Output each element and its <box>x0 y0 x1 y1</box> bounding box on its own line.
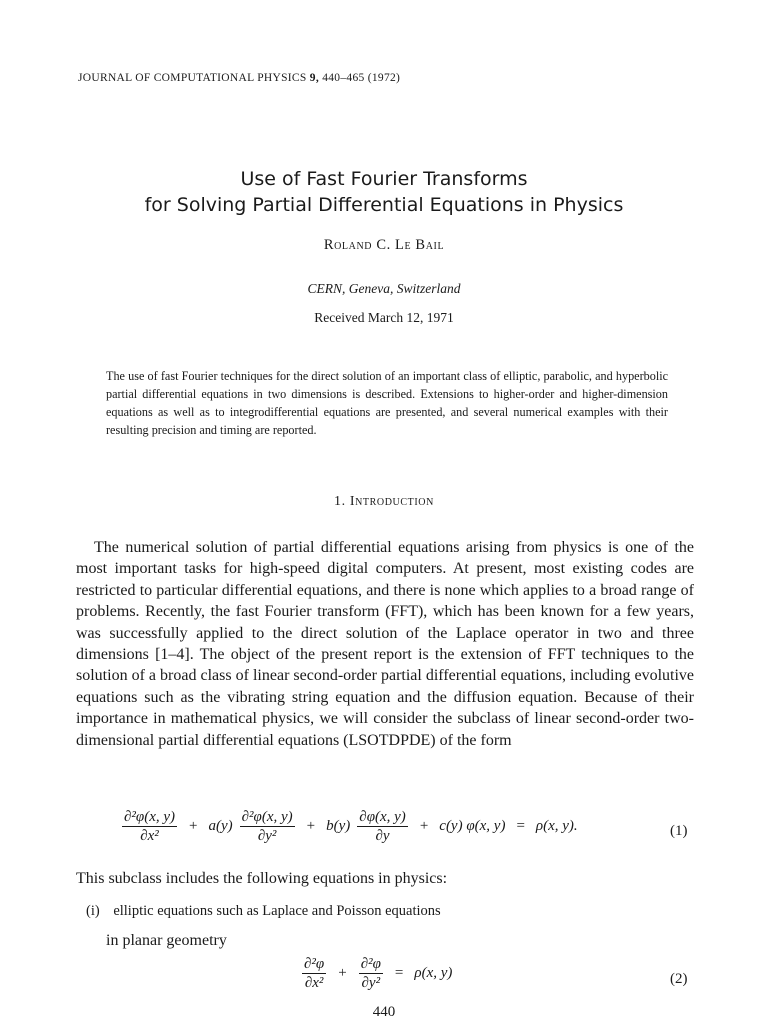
eq1-plus-3: + <box>419 818 429 834</box>
eq1-fraction-2 <box>240 808 295 845</box>
eq2-numerator-2: ∂²φ <box>360 956 381 972</box>
equation-number-2: (2) <box>670 971 688 987</box>
eq1-fraction-1 <box>122 808 177 845</box>
eq2-fraction-1 <box>302 955 326 992</box>
eq1-denominator-2: ∂y² <box>257 828 277 844</box>
eq1-rhs: ρ(x, y). <box>535 818 578 834</box>
paper-title-line-1: Use of Fast Fourier Transforms <box>240 168 528 190</box>
eq2-rhs: ρ(x, y) <box>414 965 453 981</box>
paper-title-line-2: for Solving Partial Differential Equations in Physics <box>144 194 624 216</box>
journal-header <box>78 72 400 84</box>
journal-name: JOURNAL OF COMPUTATIONAL PHYSICS <box>78 72 307 84</box>
equation-number-1: (1) <box>670 823 688 839</box>
author-name: Roland C. Le Bail <box>323 237 445 253</box>
eq2-plus: + <box>338 965 347 981</box>
eq2-equals: = <box>394 965 404 981</box>
list-item-subtext: in planar geometry <box>106 932 227 949</box>
journal-pages-year: 440–465 (1972) <box>322 72 401 84</box>
section-heading: 1. Introduction <box>334 494 434 509</box>
abstract: The use of fast Fourier techniques for the direct solution of an important class of elliptic, parabolic, and hyperbolic partial differential equations in two dimensions is described. Extensions to higher-order and higher-dimension equations as well as to integrodifferential equations are presented, and several numerical examples with their resulting precision and timing are reported. <box>106 369 668 437</box>
journal-volume: 9, <box>309 72 320 84</box>
equation-2 <box>298 955 455 992</box>
list-item-text: elliptic equations such as Laplace and Poisson equations <box>113 903 441 919</box>
eq1-denominator-1: ∂x² <box>140 828 159 844</box>
body-paragraph-1: The numerical solution of partial differential equations arising from physics is one of the most important tasks for high-speed digital computers. At present, most existing codes are restricted to particular differential equations, and there is none which applies to a broad range of problems. Recently, the fast Fourier transform (FFT), which has been known for a few years, was successfully applied to the direct solution of the Laplace operator in two and three dimensions [1–4]. The object of the present report is the extension of FFT techniques to the solution of a broad class of linear second-order partial differential equations, including evolutive equations such as the vibrating string equation and the diffusion equation. Because of their importance in mathematical physics, we will consider the subclass of linear second-order two-dimensional partial differential equations (LSOTDPDE) of the form <box>76 539 694 749</box>
body-paragraph-2: This subclass includes the following equations in physics: <box>76 870 448 887</box>
eq1-fraction-3 <box>357 808 408 845</box>
author-affiliation: CERN, Geneva, Switzerland <box>307 281 461 296</box>
eq1-coef-a: a(y) <box>208 818 233 834</box>
eq1-term-c: c(y) φ(x, y) <box>439 818 506 834</box>
eq2-denominator-1: ∂x² <box>304 975 324 991</box>
eq1-numerator-1: ∂²φ(x, y) <box>124 809 176 825</box>
eq1-plus-2: + <box>306 818 316 834</box>
eq1-coef-b: b(y) <box>326 818 351 834</box>
eq1-equals: = <box>516 818 525 834</box>
list-item-label: (i) <box>86 903 100 919</box>
equation-1 <box>118 808 581 845</box>
eq2-fraction-2 <box>359 955 383 992</box>
eq1-numerator-3: ∂φ(x, y) <box>359 809 406 825</box>
eq2-denominator-2: ∂y² <box>361 975 381 991</box>
list-item-i <box>86 903 441 920</box>
eq1-plus-1: + <box>189 818 198 834</box>
received-date: Received March 12, 1971 <box>314 310 454 325</box>
eq2-numerator-1: ∂²φ <box>304 956 325 972</box>
eq1-numerator-2: ∂²φ(x, y) <box>241 809 293 825</box>
page-number: 440 <box>372 1004 396 1020</box>
eq1-denominator-3: ∂y <box>375 828 390 844</box>
